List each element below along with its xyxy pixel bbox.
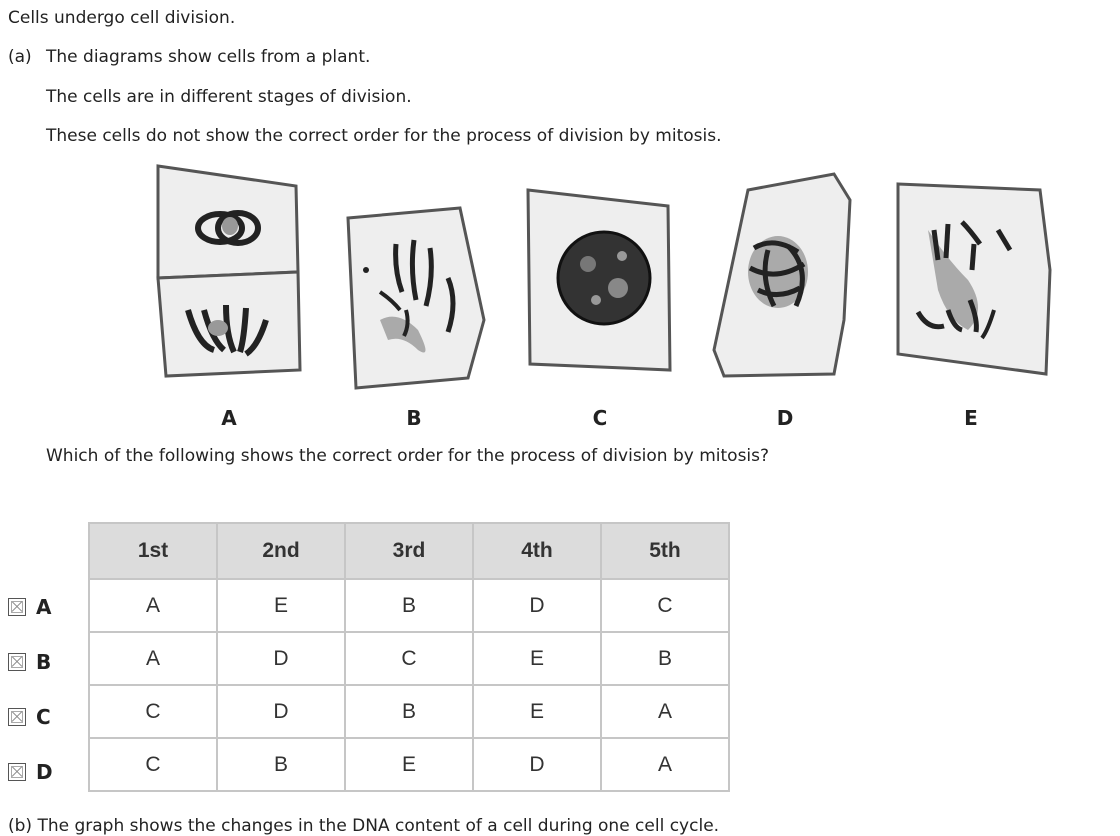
header-4th: 4th	[473, 523, 601, 579]
cell-label-b: B	[406, 406, 422, 430]
part-b-text: (b) The graph shows the changes in the DNA content of a cell during one cell cycle.	[8, 816, 720, 836]
header-2nd: 2nd	[217, 523, 345, 579]
table-cell: C	[345, 632, 473, 685]
table-cell: B	[345, 579, 473, 632]
option-c[interactable]	[8, 690, 51, 744]
table-cell: A	[601, 685, 729, 738]
table-cell: E	[473, 685, 601, 738]
option-c-checkbox[interactable]	[8, 708, 26, 726]
cell-label-c: C	[592, 406, 608, 430]
part-a-label: (a)	[8, 47, 32, 67]
table-cell: D	[473, 738, 601, 791]
intro-text: Cells undergo cell division.	[8, 8, 236, 28]
option-d-checkbox[interactable]	[8, 763, 26, 781]
table-cell: A	[89, 579, 217, 632]
cell-label-a: A	[221, 406, 237, 430]
cell-diagram-a	[158, 166, 300, 376]
part-a-line2: The cells are in different stages of division.	[46, 87, 412, 107]
cell-diagram-b	[348, 208, 484, 388]
question-text: Which of the following shows the correct order for the process of division by mitosis?	[46, 446, 770, 466]
table-row	[89, 632, 729, 685]
table-row	[89, 685, 729, 738]
table-cell: D	[217, 632, 345, 685]
header-1st: 1st	[89, 523, 217, 579]
cell-label-e: E	[964, 406, 978, 430]
option-b[interactable]	[8, 635, 51, 689]
table-cell: C	[601, 579, 729, 632]
option-a-checkbox[interactable]	[8, 598, 26, 616]
option-a[interactable]	[8, 580, 51, 634]
plant-cell-diagrams	[148, 160, 1058, 390]
cell-diagram-e	[898, 184, 1050, 374]
table-cell: E	[473, 632, 601, 685]
option-b-letter: B	[36, 650, 52, 674]
table-cell: B	[217, 738, 345, 791]
table-cell: C	[89, 738, 217, 791]
cell-diagram-d	[714, 174, 850, 376]
cell-diagram-c	[528, 190, 670, 370]
part-a-line1	[8, 47, 370, 67]
table-cell: E	[217, 579, 345, 632]
table-row	[89, 579, 729, 632]
table-cell: B	[601, 632, 729, 685]
option-b-checkbox[interactable]	[8, 653, 26, 671]
table-cell: D	[473, 579, 601, 632]
option-a-letter: A	[36, 595, 52, 619]
answer-options-table	[88, 522, 730, 792]
table-cell: E	[345, 738, 473, 791]
option-d-letter: D	[36, 760, 53, 784]
table-cell: A	[601, 738, 729, 791]
table-row	[89, 738, 729, 791]
option-c-letter: C	[36, 705, 51, 729]
header-5th: 5th	[601, 523, 729, 579]
table-cell: C	[89, 685, 217, 738]
part-a-text: The diagrams show cells from a plant.	[46, 47, 371, 67]
header-3rd: 3rd	[345, 523, 473, 579]
table-cell: B	[345, 685, 473, 738]
table-header-row	[89, 523, 729, 579]
option-d[interactable]	[8, 745, 53, 799]
table-cell: A	[89, 632, 217, 685]
table-cell: D	[217, 685, 345, 738]
cell-label-d: D	[776, 406, 794, 430]
part-a-line3: These cells do not show the correct order for the process of division by mitosis.	[46, 126, 722, 146]
